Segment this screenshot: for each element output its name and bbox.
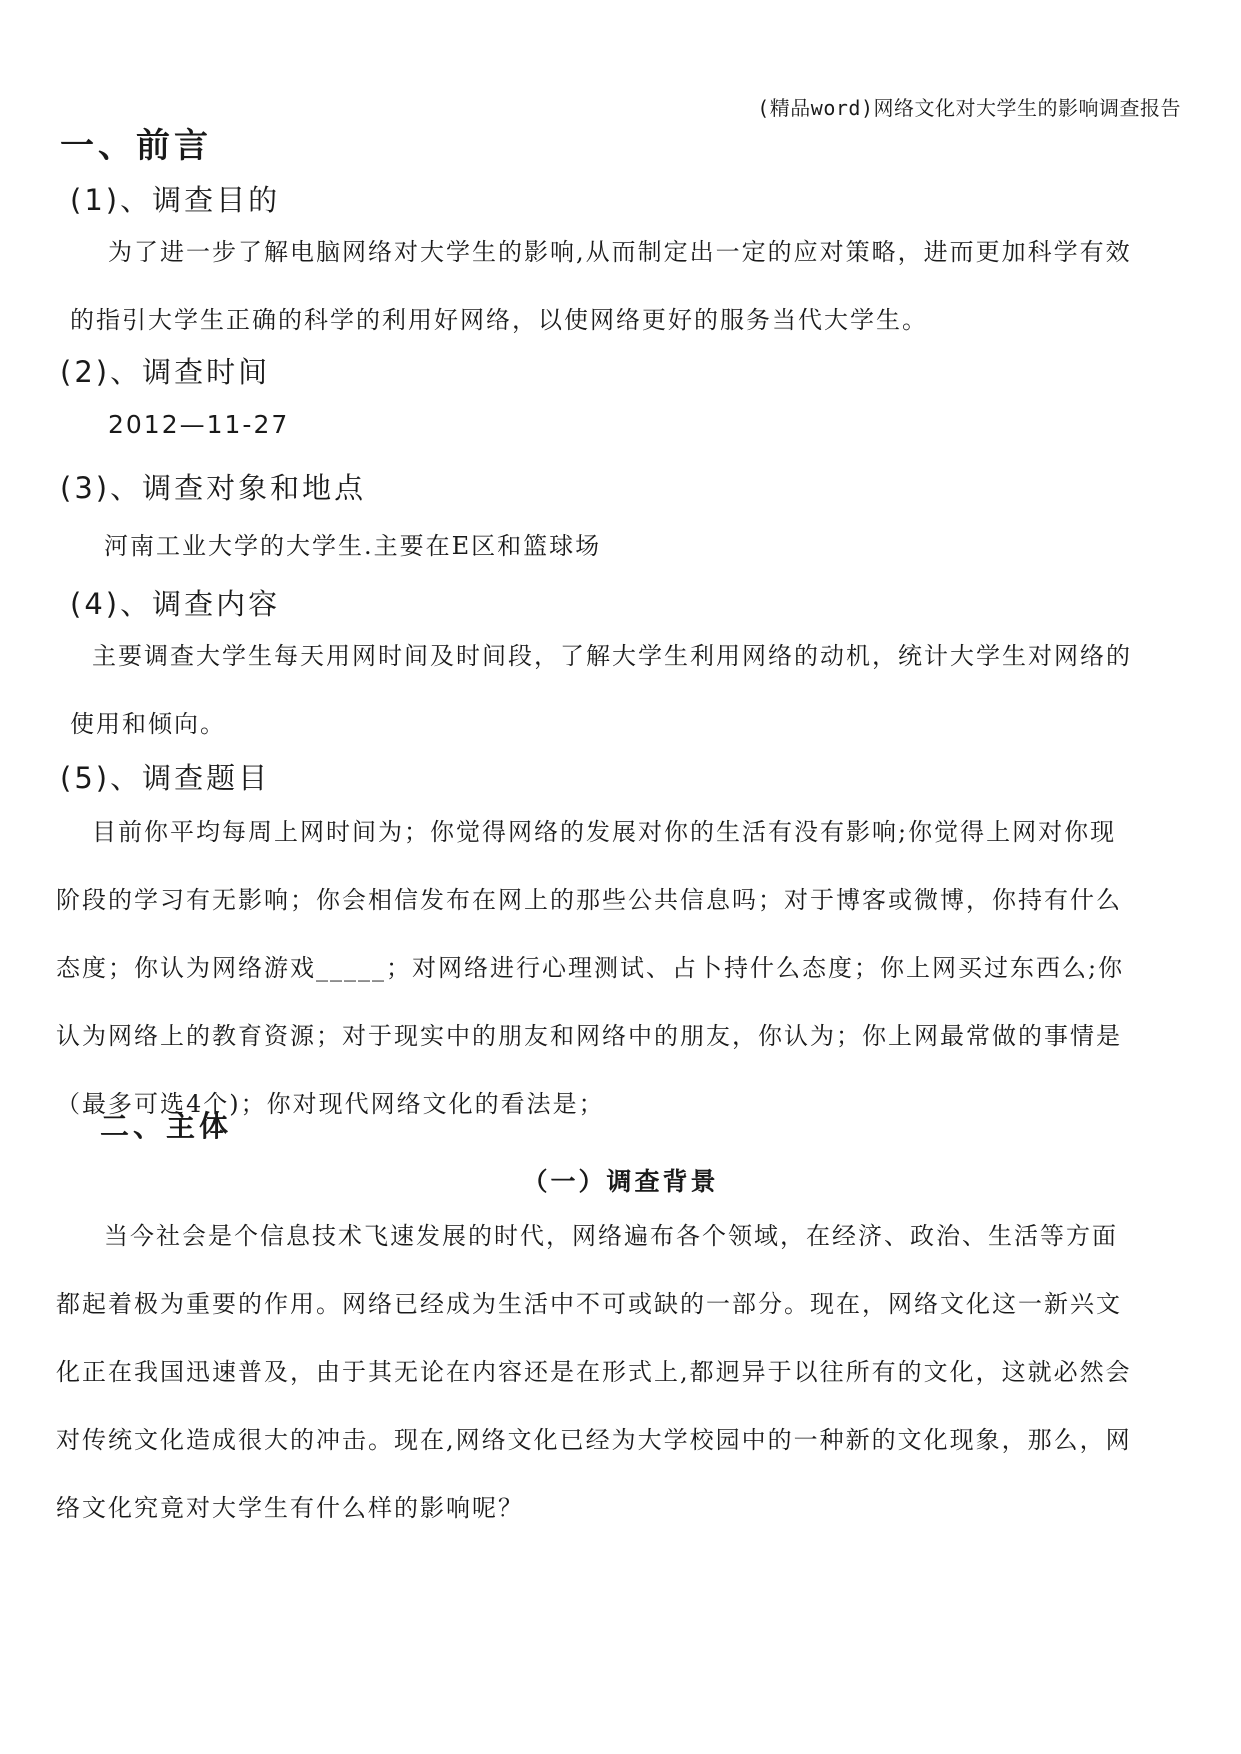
paragraph-line: 的指引大学生正确的科学的利用好网络，以使网络更好的服务当代大学生。 (70, 306, 928, 334)
survey-target-location: 河南工业大学的大学生.主要在E区和篮球场 (104, 532, 602, 560)
heading-purpose: (1)、调查目的 (70, 183, 281, 217)
heading-content: (4)、调查内容 (70, 587, 281, 621)
subsection-background-title: （一）调查背景 (522, 1167, 719, 1196)
paragraph-line: 阶段的学习有无影响；你会相信发布在网上的那些公共信息吗；对于博客或微博，你持有什么 (56, 886, 1122, 914)
paragraph-line: 为了进一步了解电脑网络对大学生的影响,从而制定出一定的应对策略，进而更加科学有效 (108, 238, 1132, 266)
heading-questions: (5)、调查题目 (60, 761, 271, 795)
paragraph-questions (56, 798, 1196, 1138)
paragraph-line: 络文化究竟对大学生有什么样的影响呢？ (56, 1494, 524, 1522)
paragraph-line: 目前你平均每周上网时间为；你觉得网络的发展对你的生活有没有影响;你觉得上网对你现 (92, 818, 1117, 846)
section-2-title: 二、主体 (100, 1109, 233, 1143)
paragraph-line: 主要调查大学生每天用网时间及时间段，了解大学生利用网络的动机，统计大学生对网络的 (92, 642, 1132, 670)
paragraph-line: 化正在我国迅速普及，由于其无论在内容还是在形式上,都迥异于以往所有的文化，这就必然会 (56, 1358, 1132, 1386)
paragraph-line: 对传统文化造成很大的冲击。现在,网络文化已经为大学校园中的一种新的文化现象，那么，网 (56, 1426, 1132, 1454)
survey-date: 2012—11-27 (108, 410, 290, 439)
paragraph-line: 态度；你认为网络游戏_____；对网络进行心理测试、占卜持什么态度；你上网买过东西么;你 (56, 954, 1125, 982)
heading-target: (3)、调查对象和地点 (60, 471, 367, 505)
paragraph-line: 都起着极为重要的作用。网络已经成为生活中不可或缺的一部分。现在，网络文化这一新兴文 (56, 1290, 1122, 1318)
paragraph-line: 当今社会是个信息技术飞速发展的时代，网络遍布各个领域，在经济、政治、生活等方面 (104, 1222, 1118, 1250)
section-1-title: 一、前言 (60, 126, 212, 166)
paragraph-purpose (60, 218, 1190, 354)
heading-time: (2)、调查时间 (60, 355, 271, 389)
running-header: (精品word)网络文化对大学生的影响调查报告 (757, 96, 1181, 120)
paragraph-line: （最多可选4个)；你对现代网络文化的看法是； (56, 1090, 605, 1118)
paragraph-line: 使用和倾向。 (70, 710, 226, 738)
paragraph-line: 认为网络上的教育资源；对于现实中的朋友和网络中的朋友，你认为；你上网最常做的事情是 (56, 1022, 1122, 1050)
paragraph-background (56, 1202, 1196, 1542)
paragraph-content (60, 622, 1190, 758)
